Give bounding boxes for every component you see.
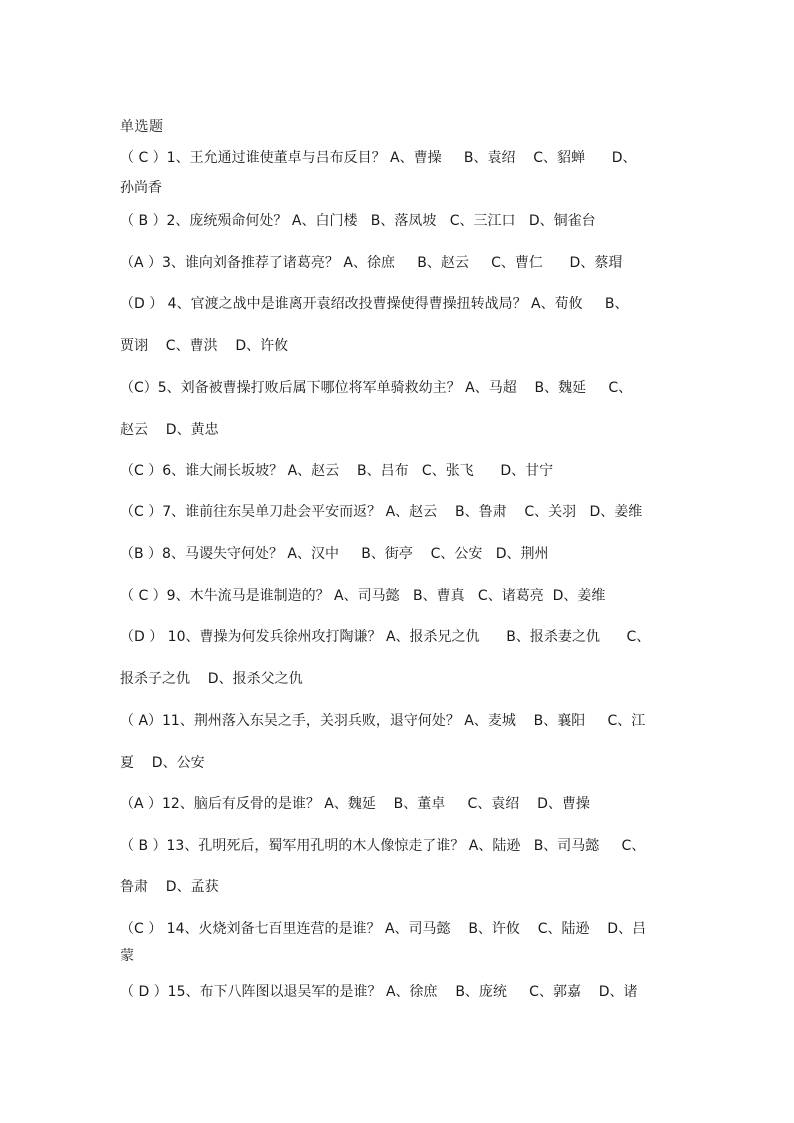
text-line: （C ）7、谁前往东吴单刀赴会平安而返？ A、赵云 B、鲁肃 C、关羽 D、姜维 xyxy=(120,504,643,520)
text-line: 孙尚香 xyxy=(120,180,162,196)
text-line: 夏 D、公安 xyxy=(120,755,205,771)
text-line: （ B ）2、庞统殒命何处？ A、白门楼 B、落凤坡 C、三江口 D、铜雀台 xyxy=(120,213,596,229)
text-line: （ A）11、荆州落入东吴之手，关羽兵败，退守何处？ A、麦城 B、襄阳 C、江 xyxy=(120,713,646,729)
text-line: （ C ）1、王允通过谁使董卓与吕布反目？ A、曹操 B、袁绍 C、貂蝉 D、 xyxy=(120,150,637,166)
text-line: 赵云 D、黄忠 xyxy=(120,422,219,438)
section-title: 单选题 xyxy=(120,119,164,135)
text-line: （C ） 14、火烧刘备七百里连营的是谁？ A、司马懿 B、许攸 C、陆逊 D、吕 xyxy=(120,921,647,937)
text-line: 报杀子之仇 D、报杀父之仇 xyxy=(120,671,303,687)
text-line: （A ）12、脑后有反骨的是谁？ A、魏延 B、董卓 C、袁绍 D、曹操 xyxy=(120,796,590,812)
text-line: （D ） 10、曹操为何发兵徐州攻打陶谦？ A、报杀兄之仇 B、报杀妻之仇 C、 xyxy=(120,629,651,645)
text-line: （D ） 4、官渡之战中是谁离开袁绍改投曹操使得曹操扭转战局？ A、荀攸 B、 xyxy=(120,296,629,312)
text-line: 鲁肃 D、孟获 xyxy=(120,879,219,895)
text-line: （A ）3、谁向刘备推荐了诸葛亮？ A、徐庶 B、赵云 C、曹仁 D、蔡瑁 xyxy=(120,255,623,271)
text-line: 蒙 xyxy=(120,948,134,964)
text-line: （ B ）13、孔明死后，蜀军用孔明的木人像惊走了谁？ A、陆逊 B、司马懿 C、 xyxy=(120,838,646,854)
text-line: 贾诩 C、曹洪 D、许攸 xyxy=(120,338,289,354)
text-line: （C ）6、谁大闹长坂坡？ A、赵云 B、吕布 C、张飞 D、甘宁 xyxy=(120,463,554,479)
text-line: （B ）8、马谡失守何处？ A、汉中 B、街亭 C、公安 D、荆州 xyxy=(120,546,549,562)
text-line: （C）5、刘备被曹操打败后属下哪位将军单骑救幼主？ A、马超 B、魏延 C、 xyxy=(120,380,633,396)
text-line: （ C ）9、木牛流马是谁制造的？ A、司马懿 B、曹真 C、诸葛亮 D、姜维 xyxy=(120,588,606,604)
text-line: （ D ）15、布下八阵图以退吴军的是谁？ A、徐庶 B、庞统 C、郭嘉 D、诸 xyxy=(120,984,638,1000)
